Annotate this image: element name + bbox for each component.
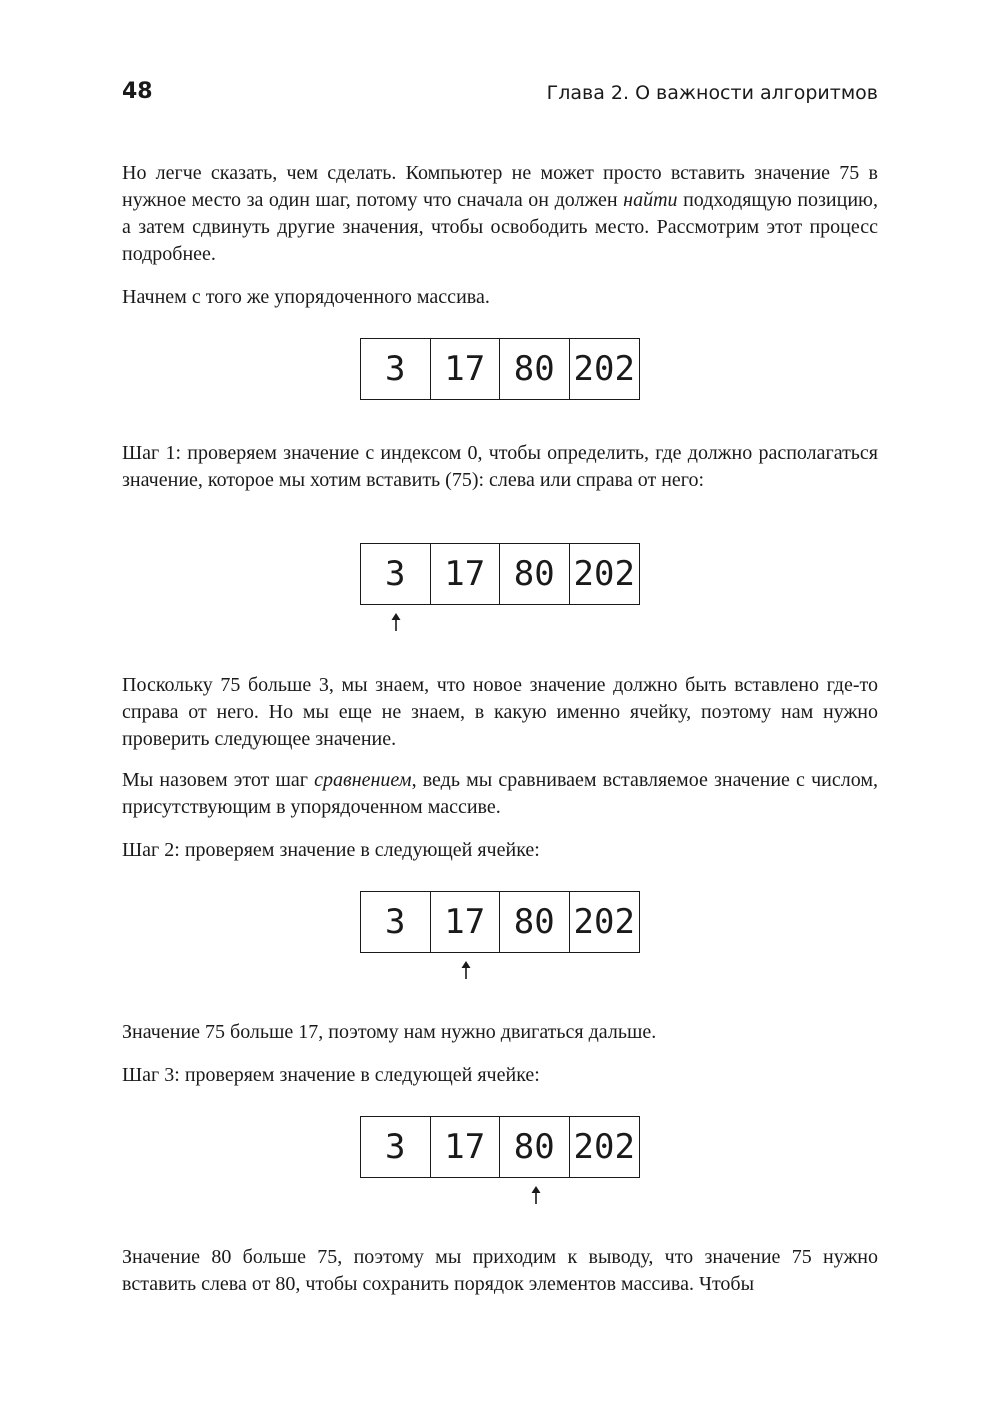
up-arrow-icon [391, 613, 401, 631]
array-cell: 80 [500, 544, 570, 604]
array-cell: 202 [573, 902, 635, 942]
array-cell: 17 [431, 544, 501, 604]
array-cell: 80 [500, 892, 570, 952]
paragraph-greater-than-3: Поскольку 75 больше 3, мы знаем, что новое значение должно быть вставлено где-то справа от него. Но мы еще не знаем, в какую именно ячейку, поэтому нам нужно проверить следующее значение. [122, 674, 878, 750]
up-arrow-icon [461, 961, 471, 979]
array-cell: 17 [431, 892, 501, 952]
array-row [360, 543, 640, 605]
paragraph-start: Начнем с того же упорядоченного массива. [122, 286, 490, 308]
paragraph-step-1: Шаг 1: проверяем значение с индексом 0, чтобы определить, где должно располагаться значение, которое мы хотим вставить (75): слева или справа от него: [122, 442, 878, 491]
array-cell: 80 [500, 339, 570, 399]
emphasis-text: сравнением [314, 769, 412, 791]
array-cell: 17 [431, 1117, 501, 1177]
paragraph-text: Мы назовем этот шаг [122, 769, 315, 791]
emphasis-text: найти [623, 189, 678, 211]
array-cell: 3 [361, 1117, 431, 1177]
running-head: Глава 2. О важности алгоритмов [546, 82, 878, 104]
paragraph-text: Но легче сказать, чем сделать. Компьютер не может просто вставить значение 75 в нужное место за один шаг, потому что сначала он должен [122, 162, 878, 211]
paragraph-greater-than-17: Значение 75 больше 17, поэтому нам нужно двигаться дальше. [122, 1021, 657, 1043]
page-number: 48 [122, 79, 153, 104]
array-cell: 202 [573, 554, 635, 594]
array-figure-3 [360, 1116, 642, 1206]
array-cell: 3 [361, 892, 431, 952]
array-figure-2 [360, 891, 642, 981]
array-cell: 202 [573, 349, 635, 389]
paragraph-comparison [122, 767, 878, 821]
paragraph-step-2: Шаг 2: проверяем значение в следующей ячейке: [122, 839, 540, 861]
paragraph-text: , ведь мы сравниваем вставляемое значение с числом, присутствующим в упорядоченном массиве. [122, 769, 878, 818]
array-cell: 17 [431, 339, 501, 399]
array-cell: 202 [573, 1127, 635, 1167]
paragraph-greater-than-75: Значение 80 больше 75, поэтому мы приходим к выводу, что значение 75 нужно вставить слева от 80, чтобы сохранить порядок элементов массива. Чтобы [122, 1246, 878, 1295]
up-arrow-icon [531, 1186, 541, 1204]
array-figure-0 [360, 338, 642, 428]
array-cell: 3 [361, 544, 431, 604]
array-row [360, 1116, 640, 1178]
paragraph-step-3: Шаг 3: проверяем значение в следующей ячейке: [122, 1064, 540, 1086]
array-cell: 80 [500, 1117, 570, 1177]
paragraph-text: подходящую позицию, а затем сдвинуть другие значения, чтобы освободить место. Рассмотрим этот процесс подробнее. [122, 189, 878, 265]
array-row [360, 891, 640, 953]
array-cell: 3 [361, 339, 431, 399]
array-row [360, 338, 640, 400]
array-figure-1 [360, 543, 642, 633]
paragraph-intro [122, 160, 878, 268]
